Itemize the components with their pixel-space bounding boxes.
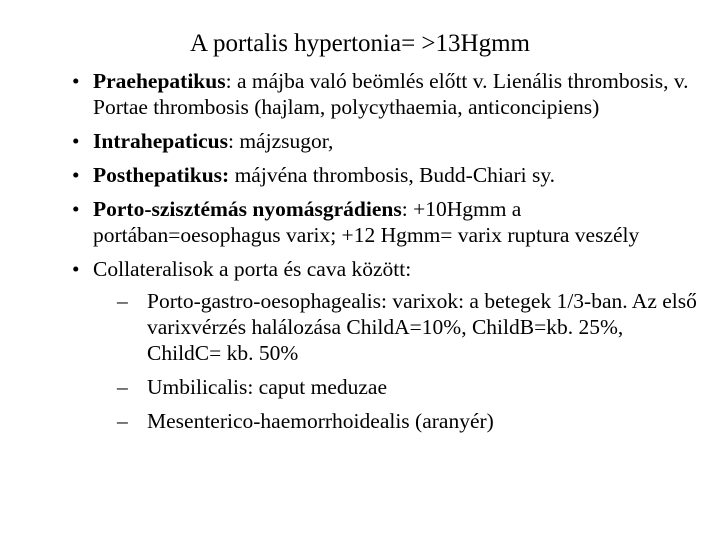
list-item-posthepatikus <box>72 162 702 188</box>
item-text: : +10Hgmm a portában=oesophagus varix; +12 Hgmm= varix ruptura veszély <box>93 197 640 247</box>
item-text: Collateralisok a porta és cava között: <box>93 257 412 281</box>
list-item-praehepatikus <box>72 68 702 120</box>
bullet-icon: • <box>72 129 80 153</box>
sub-item <box>93 374 702 400</box>
bullet-icon: • <box>72 197 80 221</box>
sub-item <box>93 288 702 366</box>
item-term: Praehepatikus <box>93 69 226 93</box>
item-term: Porto-szisztémás nyomásgrádiens <box>93 197 402 221</box>
dash-icon: – <box>117 375 128 399</box>
slide-title: A portalis hypertonia= >13Hgmm <box>190 30 530 57</box>
item-text: májvéna thrombosis, Budd-Chiari sy. <box>229 163 556 187</box>
item-text: : májzsugor, <box>227 129 334 153</box>
sub-item-text: Umbilicalis: caput meduzae <box>147 375 387 399</box>
bullet-icon: • <box>72 163 80 187</box>
list-item-intrahepaticus <box>72 128 702 154</box>
item-term: Intrahepaticus <box>93 129 228 153</box>
item-text: : a májba való beömlés előtt v. Lienális thrombosis, v. Portae thrombosis (hajlam, polycythaemia, anticoncipiens) <box>93 69 689 119</box>
item-term: Posthepatikus: <box>93 163 230 187</box>
sub-item-text: Porto-gastro-oesophagealis: varixok: a betegek 1/3-ban. Az első varixvérzés halálozása ChildA=10%, ChildB=kb. 25%, ChildC= kb. 50% <box>147 289 697 365</box>
bullet-icon: • <box>72 257 80 281</box>
bullet-list <box>72 68 702 442</box>
list-item-collateralisok <box>72 256 702 434</box>
sub-list <box>93 288 702 434</box>
bullet-icon: • <box>72 69 80 93</box>
sub-item <box>93 408 702 434</box>
dash-icon: – <box>117 289 128 313</box>
sub-item-text: Mesenterico-haemorrhoidealis (aranyér) <box>147 409 494 433</box>
dash-icon: – <box>117 409 128 433</box>
list-item-gradiens <box>72 196 702 248</box>
